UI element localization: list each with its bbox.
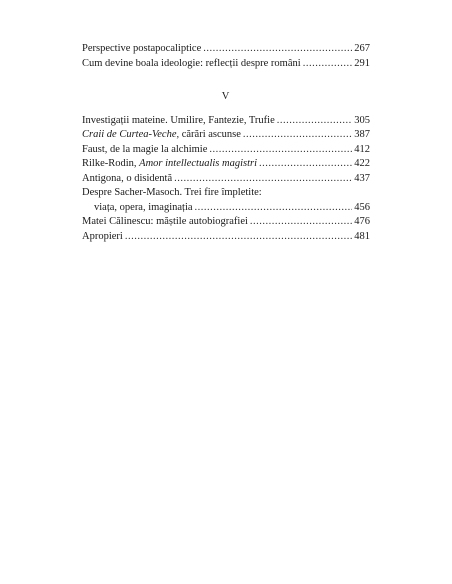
toc-entry-title — [82, 128, 241, 143]
dot-leader — [243, 128, 352, 143]
toc-entry — [82, 42, 370, 57]
toc-entry-page: 387 — [354, 129, 370, 140]
toc-entry-page: 267 — [354, 43, 370, 54]
toc-entry — [82, 57, 370, 72]
toc-entry — [82, 143, 370, 158]
toc-entry-title-rest: cărări ascunse — [179, 129, 241, 140]
toc-entry-title: Antigona, o disidentă — [82, 172, 173, 184]
toc-entry-multiline — [82, 186, 370, 215]
table-of-contents — [82, 42, 370, 244]
toc-entry — [82, 172, 370, 187]
toc-entry-title: Investigații mateine. Umilire, Fantezie, Trufie — [82, 114, 275, 126]
toc-entry-page: 291 — [354, 57, 370, 69]
dot-leader — [209, 143, 352, 158]
toc-entry-page: 412 — [354, 143, 370, 155]
toc-entry — [82, 230, 370, 245]
toc-entry-title-italic: Amor intellectualis magistri — [139, 158, 257, 169]
toc-entry — [82, 128, 370, 143]
dot-leader — [125, 230, 352, 245]
toc-entry-page: 437 — [354, 172, 370, 184]
toc-entry — [82, 157, 370, 172]
toc-entry-title: Faust, de la magie la alchimie — [82, 143, 208, 155]
dot-leader — [203, 42, 352, 57]
toc-entry-page: 422 — [354, 158, 370, 169]
toc-entry — [82, 215, 370, 230]
toc-entry-page: 481 — [354, 230, 370, 242]
toc-entry-title-line1: Despre Sacher-Masoch. Trei fire împletite: — [82, 187, 262, 198]
dot-leader — [303, 57, 353, 72]
toc-entry — [82, 114, 370, 129]
dot-leader — [174, 172, 352, 187]
toc-entry-title: Perspective postapocaliptice — [82, 43, 202, 54]
toc-entry-page: 305 — [354, 114, 370, 126]
toc-entry-title-italic: Craii de Curtea-Veche, — [82, 129, 180, 140]
dot-leader — [259, 157, 352, 172]
toc-entry-page: 456 — [354, 201, 370, 213]
toc-entry-title: Cum devine boala ideologie: reflecții despre români — [82, 57, 301, 69]
part-heading: V — [221, 91, 231, 102]
toc-entry-second-line — [82, 201, 370, 216]
dot-leader — [195, 201, 353, 216]
dot-leader — [250, 215, 352, 230]
toc-entry-title: Apropieri — [82, 230, 123, 242]
toc-entry-title-plain: Rilke-Rodin, — [82, 158, 140, 169]
toc-entry-title: Matei Călinescu: măștile autobiografiei — [82, 216, 248, 227]
toc-entry-title — [82, 157, 257, 172]
toc-entry-page: 476 — [354, 216, 370, 227]
toc-entry-title-line2: viața, opera, imaginația — [94, 201, 193, 213]
dot-leader — [277, 114, 353, 129]
